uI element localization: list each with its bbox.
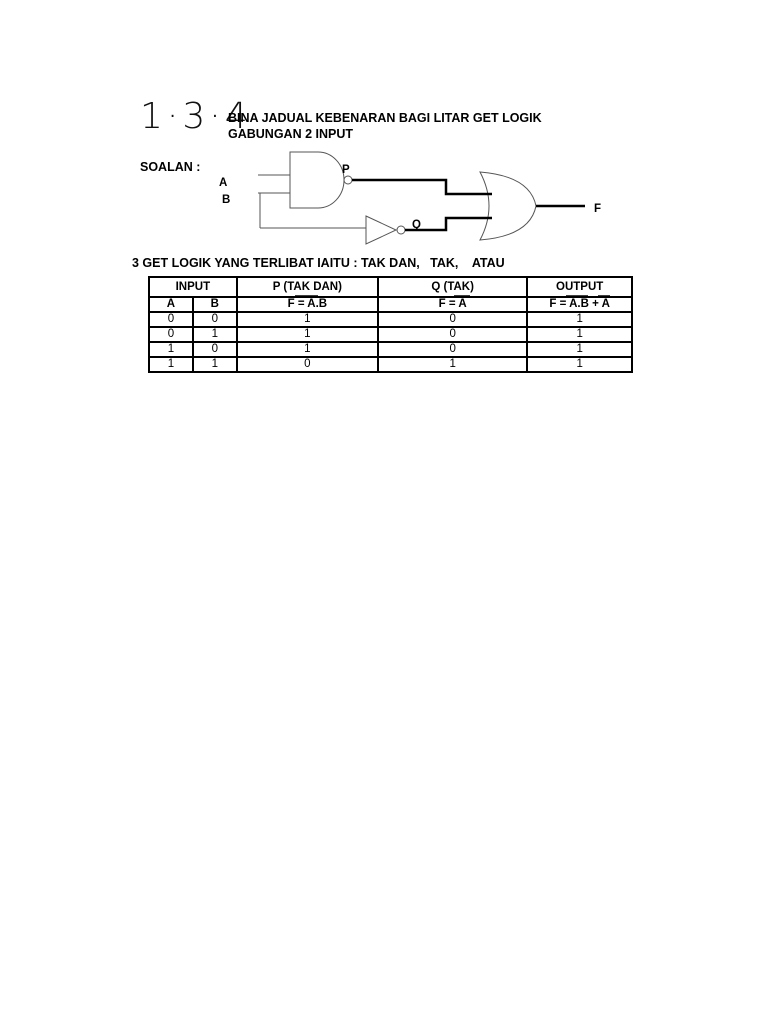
question-label: SOALAN : <box>140 160 201 174</box>
formula-q: F = A <box>378 297 527 312</box>
cell-a: 0 <box>149 327 193 342</box>
formula-p: F = A.B <box>237 297 378 312</box>
cell-p: 1 <box>237 342 378 357</box>
cell-a: 1 <box>149 357 193 372</box>
gates-involved-line: 3 GET LOGIK YANG TERLIBAT IAITU : TAK DAN, TAK, ATAU <box>132 256 505 270</box>
cell-q: 0 <box>378 312 527 327</box>
cell-p: 0 <box>237 357 378 372</box>
cell-output: 1 <box>527 327 632 342</box>
cell-b: 0 <box>193 312 237 327</box>
cell-output: 1 <box>527 312 632 327</box>
table-row <box>149 357 632 372</box>
page-title: BINA JADUAL KEBENARAN BAGI LITAR GET LOGIK GABUNGAN 2 INPUT <box>228 111 542 141</box>
formula-output: F = A.B + A <box>527 297 632 312</box>
cell-output: 1 <box>527 342 632 357</box>
header-output: OUTPUT <box>527 277 632 297</box>
cell-q: 0 <box>378 327 527 342</box>
subheader-a: A <box>149 297 193 312</box>
node-q-label: Q <box>412 219 421 231</box>
header-p: P (TAK DAN) <box>237 277 378 297</box>
cell-p: 1 <box>237 312 378 327</box>
output-f-label: F <box>594 203 602 215</box>
formula-overlines <box>0 0 768 320</box>
input-b-label: B <box>222 194 231 206</box>
input-a-label: A <box>219 177 228 189</box>
node-p-label: P <box>342 164 350 176</box>
header-q: Q (TAK) <box>378 277 527 297</box>
cell-b: 1 <box>193 357 237 372</box>
cell-b: 0 <box>193 342 237 357</box>
handwritten-number: 1·3·4 <box>140 96 252 137</box>
cell-a: 0 <box>149 312 193 327</box>
cell-a: 1 <box>149 342 193 357</box>
cell-q: 0 <box>378 342 527 357</box>
subheader-b: B <box>193 297 237 312</box>
cell-q: 1 <box>378 357 527 372</box>
cell-p: 1 <box>237 327 378 342</box>
cell-b: 1 <box>193 327 237 342</box>
cell-output: 1 <box>527 357 632 372</box>
table-row <box>149 327 632 342</box>
header-input: INPUT <box>149 277 237 297</box>
table-row <box>149 342 632 357</box>
